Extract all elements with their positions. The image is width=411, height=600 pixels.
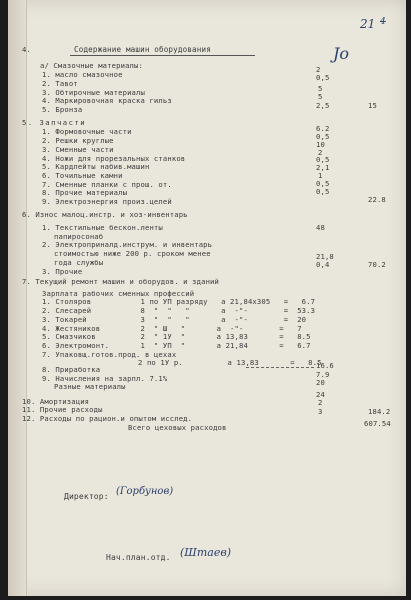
- wage-row-turners: 3. Токарей 3 " " " а -"- = 20: [42, 315, 307, 324]
- line-depreciation: 10. Амортизация: [22, 397, 90, 406]
- director-label: Директор:: [64, 492, 109, 501]
- wage-row-packers-detail: 2 по 1У р. а 13,83 = 8.5: [138, 358, 322, 367]
- handwritten-mark: Jo: [333, 44, 350, 63]
- value-extra-work: 16.6: [316, 361, 334, 370]
- page-number: 21: [360, 17, 376, 31]
- value-stones: 1: [318, 171, 323, 180]
- line-year-service: года службы: [54, 258, 104, 267]
- value-rationalization: 3: [318, 407, 323, 416]
- section-tools-wear: 6. Износ малоц.инстр. и хоз-инвентарь: [22, 210, 188, 219]
- binding-edge: [8, 0, 27, 596]
- total-tools-wear: 70.2: [368, 260, 386, 269]
- line-cost-below: стоимостью ниже 200 р. сроком менее: [54, 249, 211, 258]
- sum-divider: [246, 367, 314, 368]
- line-wages-header: Зарплата рабочих сменных профессий: [42, 289, 195, 298]
- section-spare-parts: 5. Запчасти: [22, 118, 87, 127]
- wage-row-electricians: 6. Электромонт. 1 " УП " а 21,84 = 6.7: [42, 341, 311, 350]
- value-tavot: 0,5: [316, 73, 330, 82]
- wage-row-lubricators: 5. Смазчиков 2 " 1У " а 13,83 = 8.5: [42, 332, 311, 341]
- value-wiping: 5: [318, 84, 323, 93]
- line-other-expenses: 11. Прочие расходы: [22, 405, 103, 414]
- wage-row-packers: 7. Упаковщ.готов.прод. в цехах: [42, 350, 177, 359]
- total-lubricants: 15: [368, 101, 377, 110]
- line-oil: 1. масло смазочное: [42, 70, 123, 79]
- wage-row-tinsmiths: 4. Жестяников 2 " Ш " а -"- = 7: [42, 324, 302, 333]
- line-electro-tools: 2. Электроприналд.инструм. и инвентарь: [42, 240, 213, 249]
- line-rationalization: 12. Расходы по рацион.и опытом исслед.: [22, 414, 193, 423]
- line-cards: 5. Кардлейты набив.машин: [42, 162, 150, 171]
- wage-row-carpenters: 1. Столяров 1 по УП разряду а 21,84х305 = 6.7: [42, 297, 316, 306]
- line-planks: 7. Сменные планки с прош. от.: [42, 180, 172, 189]
- line-stones: 6. Точильные камни: [42, 171, 123, 180]
- line-total-shop: Всего цеховых расходов: [128, 423, 227, 432]
- section-current-repair: 7. Текущий ремонт машин и оборудов. и зданий: [22, 277, 219, 286]
- value-other-expenses: 2: [318, 398, 323, 407]
- total-spare-parts: 22.8: [368, 195, 386, 204]
- value-other-tools: 0,4: [316, 260, 330, 269]
- line-paint: 4. Маркировочная краска гильз: [42, 96, 172, 105]
- line-misc-materials: Разные материалы: [54, 382, 126, 391]
- line-tavot: 2. Тавот: [42, 79, 78, 88]
- value-cards-a: 0,5: [316, 155, 330, 164]
- value-other-materials: 0,5: [316, 187, 330, 196]
- total-shop-expenses: 607.54: [364, 419, 391, 428]
- line-grids: 2. Решки круглые: [42, 136, 114, 145]
- director-signature: (Горбунов): [116, 486, 174, 497]
- planning-signature: (Штаев): [180, 546, 232, 559]
- value-misc-materials: 20: [316, 378, 325, 387]
- value-parts: 10: [316, 140, 325, 149]
- line-knives: 4. Ножи для прорезальных станков: [42, 154, 186, 163]
- line-electricity: 9. Электроэнергия произ.целей: [42, 197, 172, 206]
- value-electro-tools: 21,8: [316, 252, 334, 261]
- value-forms: 6.2: [316, 124, 330, 133]
- value-bronze: 2,5: [316, 101, 330, 110]
- line-other-materials: 8. Прочие материалы: [42, 188, 128, 197]
- line-forms: 1. Формовочные части: [42, 127, 132, 136]
- value-knives: 2: [318, 148, 323, 157]
- value-cards-b: 2,1: [316, 163, 330, 172]
- line-bronze: 5. Бронза: [42, 105, 83, 114]
- document-page: [8, 0, 406, 596]
- title-underline: [70, 55, 255, 56]
- value-paint: 5: [318, 92, 323, 101]
- wage-row-locksmiths: 2. Слесарей 8 " " " а -"- = 53.3: [42, 306, 316, 315]
- page-number-struck: 4: [380, 17, 386, 27]
- line-extra-work: 8. Приработка: [42, 365, 101, 374]
- value-grids: 0,5: [316, 132, 330, 141]
- section-number: 4.: [22, 45, 31, 54]
- value-depreciation: 24: [316, 390, 325, 399]
- value-wage-charges: 7.9: [316, 370, 330, 379]
- line-other: 3. Прочие: [42, 267, 83, 276]
- line-wage-charges: 9. Начисления на зарпл. 7.1%: [42, 374, 168, 383]
- total-repair: 184.2: [368, 407, 391, 416]
- line-textile-belts: 1. Текстильные бескон.ленты: [42, 223, 163, 232]
- document-title: Содержание машин оборудования: [74, 45, 211, 54]
- line-lubricants: а/ Смазочные материалы:: [40, 61, 143, 70]
- line-parts: 3. Сменные части: [42, 145, 114, 154]
- line-papirosonab: папиросонаб: [54, 232, 104, 241]
- line-wiping: 3. Обтирочные материалы: [42, 88, 145, 97]
- value-oil: 2: [316, 65, 321, 74]
- planning-label: Нач.план.отд.: [106, 553, 171, 562]
- value-planks: 0,5: [316, 179, 330, 188]
- value-textile-belts: 48: [316, 223, 325, 232]
